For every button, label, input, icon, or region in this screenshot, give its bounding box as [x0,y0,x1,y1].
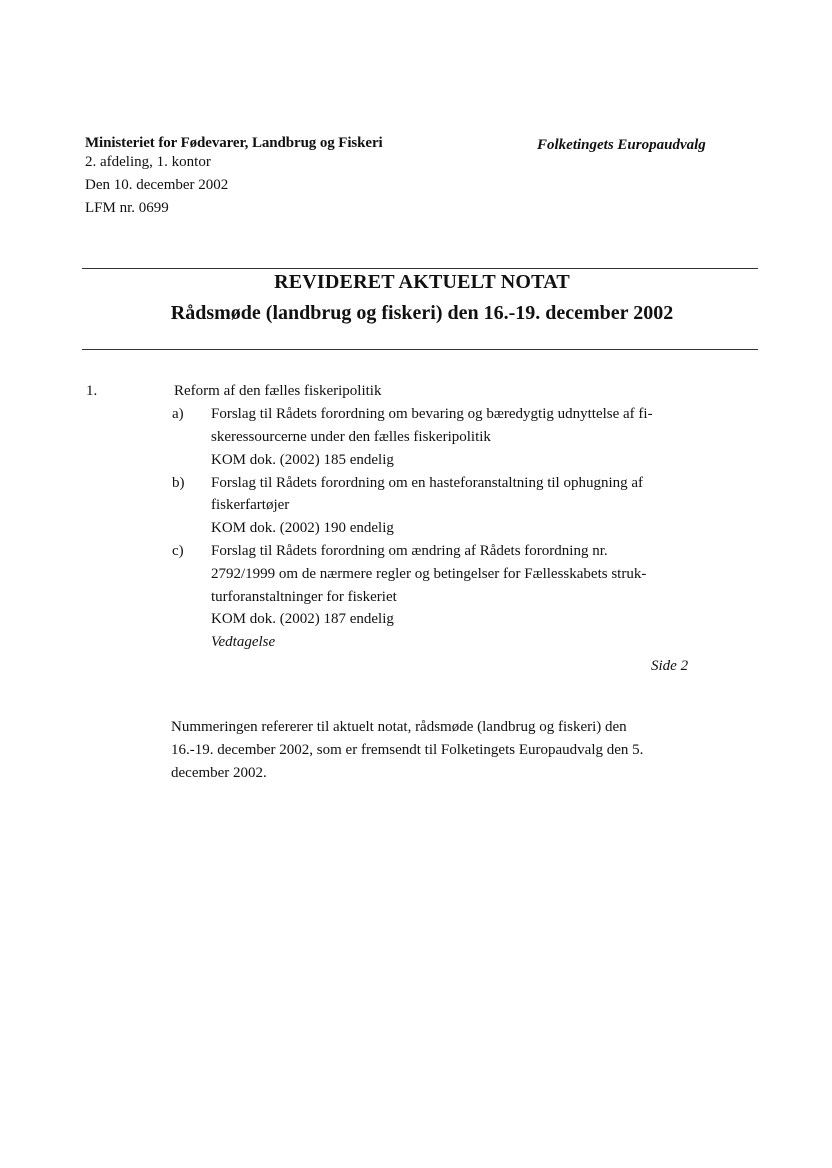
page-reference: Side 2 [651,658,689,674]
reference-number: LFM nr. 0699 [85,200,169,216]
item-number: 1. [86,383,98,399]
note-line: december 2002. [171,765,267,781]
subitem-c-letter: c) [172,543,184,559]
subitem-c-line: turforanstaltninger for fiskeriet [211,589,397,605]
item-title: Reform af den fælles fiskeripolitik [174,383,382,399]
subitem-c-line: Forslag til Rådets forordning om ændring af Rådets forordning nr. [211,543,608,559]
sender-department: 2. afdeling, 1. kontor [85,154,211,170]
note-line: Nummeringen refererer til aktuelt notat, rådsmøde (landbrug og fiskeri) den [171,719,627,735]
recipient-committee: Folketingets Europaudvalg [537,137,706,153]
document-subtitle: Rådsmøde (landbrug og fiskeri) den 16.-19. december 2002 [170,302,674,324]
sender-ministry-name: Ministeriet for Fødevarer, Landbrug og Fiskeri [85,135,383,151]
document-date: Den 10. december 2002 [85,177,229,193]
subitem-b-line: fiskerfartøjer [211,497,290,513]
subitem-a-line: skeressourcerne under den fælles fiskeripolitik [211,429,491,445]
title-bottom-rule [82,349,758,350]
item-status: Vedtagelse [211,634,276,650]
document-title: REVIDERET AKTUELT NOTAT [274,271,570,293]
subitem-b-line: Forslag til Rådets forordning om en hasteforanstaltning til ophugning af [211,475,644,491]
subitem-c-reference: KOM dok. (2002) 187 endelig [211,611,394,627]
title-top-rule [82,268,758,269]
subitem-a-line: Forslag til Rådets forordning om bevaring og bæredygtig udnyttelse af fi- [211,406,653,422]
note-line: 16.-19. december 2002, som er fremsendt til Folketingets Europaudvalg den 5. [171,742,644,758]
subitem-b-reference: KOM dok. (2002) 190 endelig [211,520,394,536]
subitem-a-letter: a) [172,406,184,422]
subitem-c-line: 2792/1999 om de nærmere regler og betingelser for Fællesskabets struk- [211,566,647,582]
subitem-a-reference: KOM dok. (2002) 185 endelig [211,452,394,468]
subitem-b-letter: b) [172,475,185,491]
